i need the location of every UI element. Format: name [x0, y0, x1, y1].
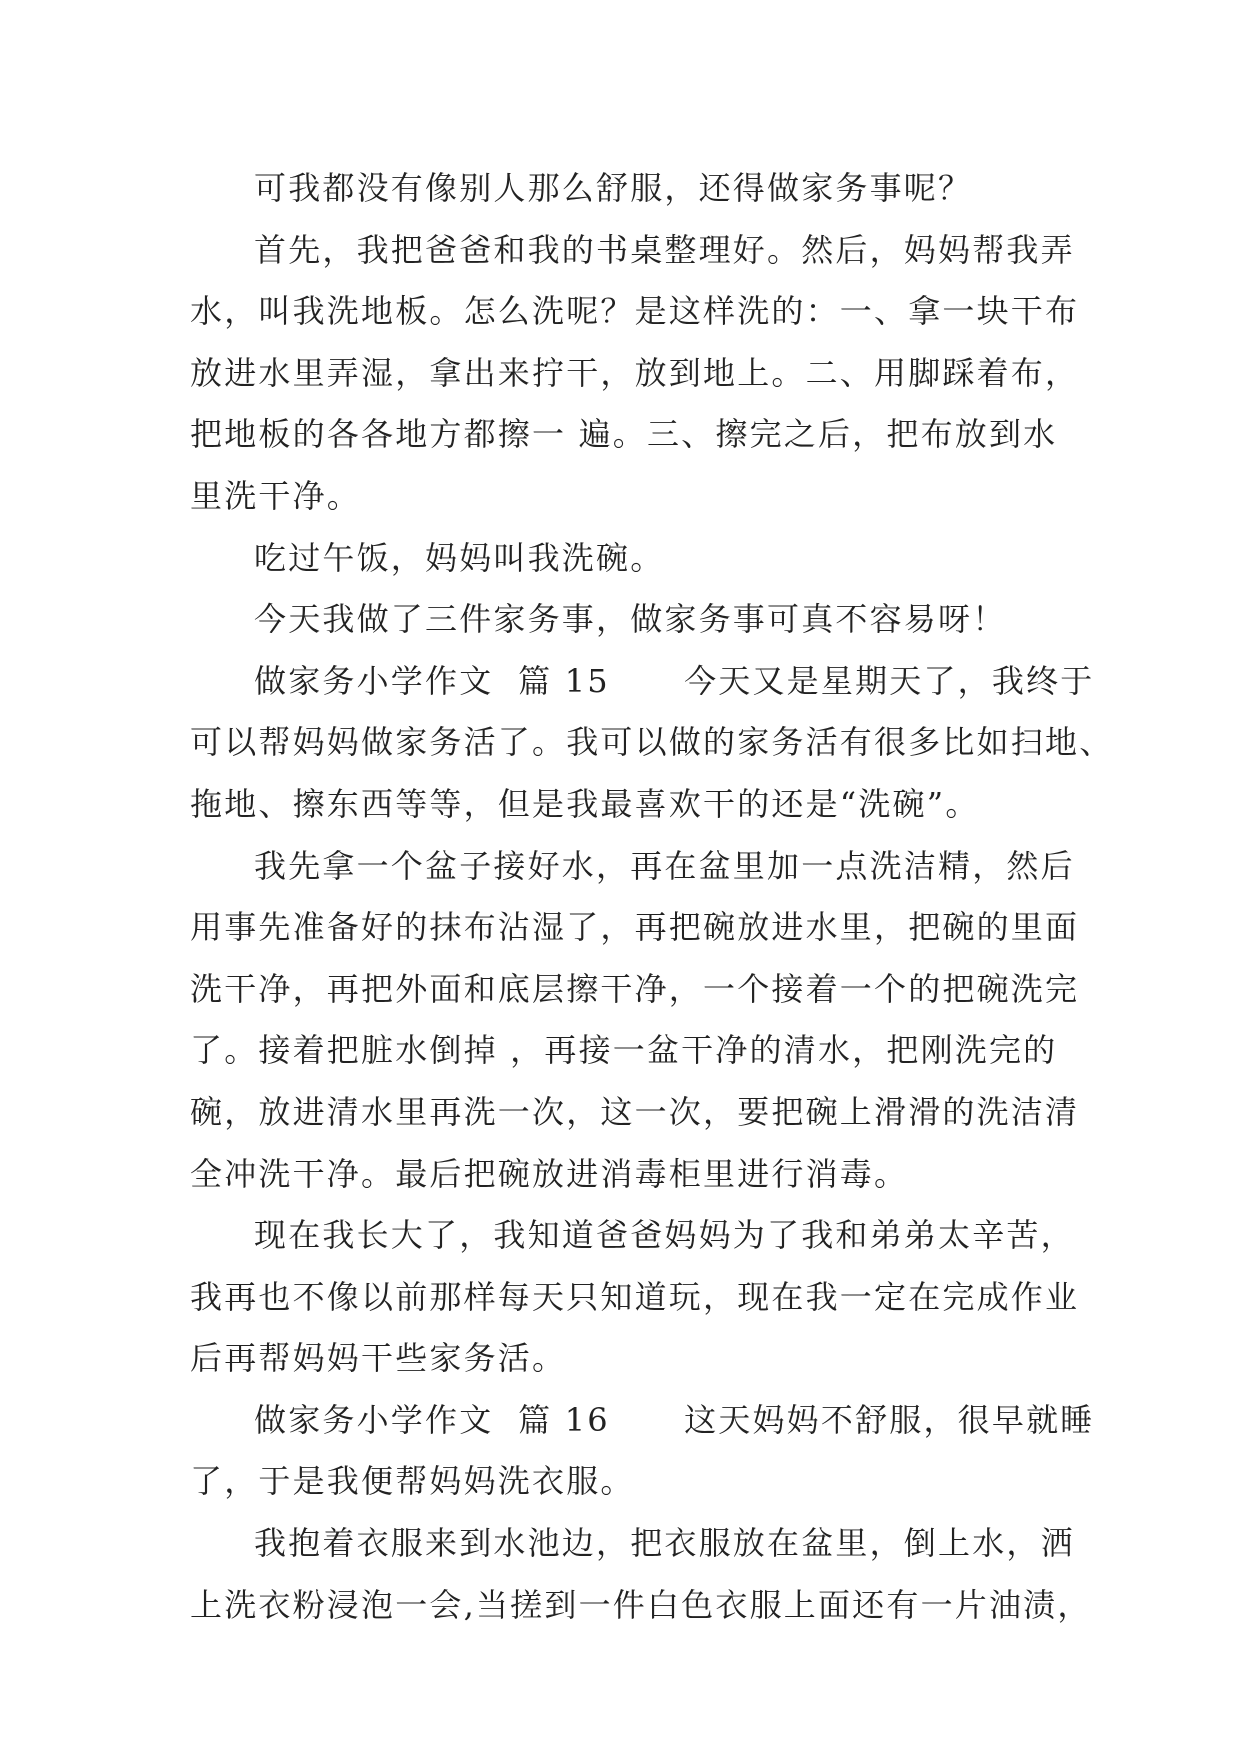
section-heading-line: 做家务小学作文 篇 15 今天又是星期天了，我终于 [254, 661, 1095, 700]
document-body [190, 158, 1114, 1636]
text-line: 可我都没有像别人那么舒服，还得做家务事呢？ [254, 169, 973, 207]
text-line: 里洗干净。 [190, 476, 362, 515]
text-line: 全冲洗干净。最后把碗放进消毒柜里进行消毒。 [190, 1154, 909, 1193]
text-line: 放进水里弄湿，拿出来拧干，放到地上。二、用脚踩着布， [190, 353, 1080, 392]
text-line: 我抱着衣服来到水池边，把衣服放在盆里，倒上水，洒 [254, 1524, 1075, 1563]
text-line: 今天我做了三件家务事，做家务事可真不容易呀！ [254, 600, 1007, 639]
text-line: 首先，我把爸爸和我的书桌整理好。然后，妈妈帮我弄 [254, 230, 1075, 269]
text-line: 了，于是我便帮妈妈洗衣服。 [190, 1462, 635, 1501]
text-line: 吃过午饭，妈妈叫我洗碗。 [254, 538, 665, 577]
text-line: 我先拿一个盆子接好水，再在盆里加一点洗洁精，然后 [254, 846, 1075, 885]
text-line: 水，叫我洗地板。怎么洗呢？是这样洗的：一、拿一块干布 [190, 292, 1080, 331]
text-line: 把地板的各各地方都擦一 遍。三、擦完之后，把布放到水 [190, 415, 1058, 454]
section-heading-line: 做家务小学作文 篇 16 这天妈妈不舒服，很早就睡 [254, 1400, 1095, 1439]
text-line: 洗干净，再把外面和底层擦干净，一个接着一个的把碗洗完 [190, 969, 1080, 1008]
text-line: 了。接着把脏水倒掉 ，再接一盆干净的清水，把刚洗完的 [190, 1031, 1058, 1070]
text-line: 现在我长大了，我知道爸爸妈妈为了我和弟弟太辛苦， [254, 1216, 1075, 1255]
text-line: 可以帮妈妈做家务活了。我可以做的家务活有很多比如扫地、 [190, 723, 1114, 762]
text-line: 碗，放进清水里再洗一次，这一次，要把碗上滑滑的洗洁清 [190, 1092, 1080, 1131]
text-line: 拖地、擦东西等等，但是我最喜欢干的还是“洗碗”。 [190, 784, 980, 823]
text-line: 后再帮妈妈干些家务活。 [190, 1339, 567, 1378]
text-line: 上洗衣粉浸泡一会,当搓到一件白色衣服上面还有一片油渍， [190, 1585, 1092, 1624]
text-line: 用事先准备好的抹布沾湿了，再把碗放进水里，把碗的里面 [190, 908, 1080, 947]
text-line: 我再也不像以前那样每天只知道玩，现在我一定在完成作业 [190, 1277, 1080, 1316]
